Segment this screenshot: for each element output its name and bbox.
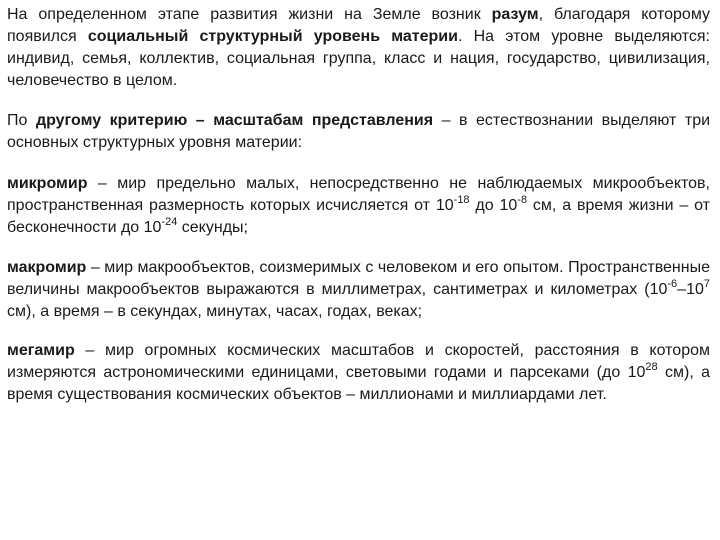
p3-exponent-1: -18: [453, 193, 470, 206]
document-page: [7, 4, 710, 424]
p3-term-microworld: микромир: [7, 175, 88, 192]
p1-bold-razum: разум: [491, 6, 539, 23]
p1-text-3: . На этом уровне выделяются: индивид, семья, коллектив, социальная группа, класс и нация, государство, цивилизация, человечество в целом.: [7, 28, 710, 89]
p3-exponent-3: -24: [161, 215, 178, 228]
p4-text-2: –10: [677, 281, 704, 298]
p1-text-2: , благодаря которому появился: [7, 6, 710, 45]
p4-term-macroworld: макромир: [7, 259, 87, 276]
p2-text-2: – в естествознании выделяют три основных структурных уровня материи:: [7, 112, 711, 151]
p2-text-1: По: [7, 112, 36, 129]
p5-term-megaworld: мегамир: [7, 342, 75, 359]
p3-text-1: – мир предельно малых, непосредственно не наблюдаемых микрообъектов, пространственная размерность которых исчисляется от 10: [7, 175, 710, 214]
paragraph-macroworld: [7, 257, 710, 323]
paragraph-megaworld: [7, 340, 710, 406]
p4-exponent-1: -6: [667, 277, 678, 290]
p3-text-2: до 10: [469, 197, 518, 214]
paragraph-scale-criterion: [7, 110, 710, 154]
paragraph-social-level: [7, 4, 710, 92]
p2-bold-criterion: другому критерию – масштабам представления: [35, 112, 434, 129]
p3-text-3: см, а время жизни – от бесконечности до 10: [7, 197, 711, 236]
p1-bold-social-level: социальный структурный уровень материи: [87, 28, 458, 45]
p5-text-1: – мир огромных космических масштабов и скоростей, расстояния в котором измеряются астрономическими единицами, световыми годами и парсеками (до 10: [7, 342, 710, 381]
paragraph-microworld: [7, 173, 710, 239]
p1-text-1: На определенном этапе развития жизни на Земле возник: [7, 6, 492, 23]
p4-text-3: см), а время – в секундах, минутах, часах, годах, веках;: [7, 303, 423, 320]
p3-text-4: секунды;: [177, 219, 248, 236]
p4-text-1: – мир макрообъектов, соизмеримых с человеком и его опытом. Пространственные величины макрообъектов выражаются в миллиметрах, сантиметрах и километрах (10: [7, 259, 710, 298]
p4-exponent-2: 7: [703, 277, 710, 290]
p3-exponent-2: -8: [517, 193, 528, 206]
p5-exponent-1: 28: [645, 360, 658, 373]
p5-text-2: см), а время существования космических объектов – миллионами и миллиардами лет.: [7, 364, 711, 403]
